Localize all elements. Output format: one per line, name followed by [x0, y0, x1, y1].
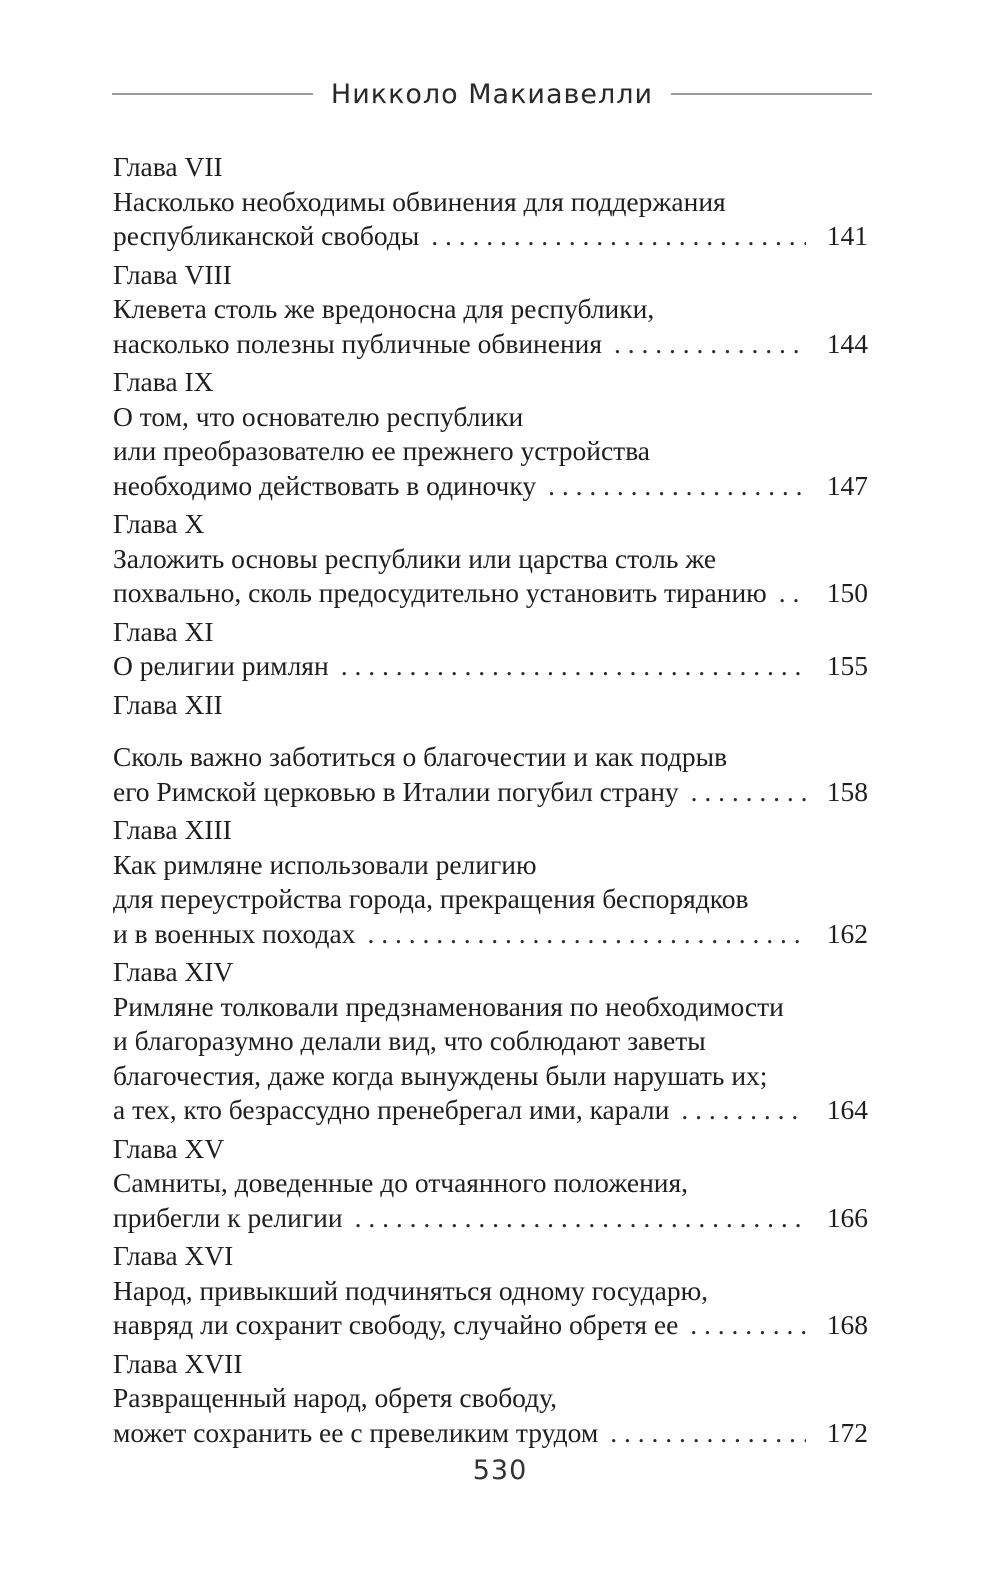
dot-leader	[610, 1416, 806, 1451]
chapter-title-line: Самниты, доведенные до отчаянного положения,	[113, 1167, 689, 1198]
chapter-label: Глава XI	[113, 615, 214, 647]
chapter-title-line: или преобразователю ее прежнего устройства	[113, 435, 651, 466]
chapter-title-last-line	[113, 469, 868, 504]
toc-entry	[113, 813, 868, 951]
chapter-title-line: О религии римлян	[113, 650, 329, 681]
chapter-title-last-line	[113, 219, 868, 254]
chapter-title-line: может сохранить ее с превеликим трудом	[113, 1416, 599, 1448]
chapter-title-last-line	[113, 576, 868, 611]
chapter-page-number: 164	[826, 1094, 868, 1125]
chapter-title-last-line	[113, 1201, 868, 1236]
dot-leader	[614, 327, 806, 362]
chapter-page-number: 166	[826, 1201, 868, 1233]
chapter-title-last-line	[113, 327, 868, 362]
table-of-contents	[113, 150, 868, 1454]
chapter-title-line: а тех, кто безрассудно пренебрегал ими, карали	[113, 1094, 670, 1125]
dot-leader	[367, 917, 806, 952]
header-rule-right	[671, 93, 872, 95]
toc-entry	[113, 688, 868, 810]
toc-entry	[113, 365, 868, 503]
chapter-page-number: 147	[826, 469, 868, 501]
chapter-title-last-line	[113, 1308, 868, 1343]
chapter-page-number: 141	[826, 220, 868, 251]
dot-leader	[691, 775, 806, 810]
chapter-label: Глава XIII	[113, 814, 232, 845]
chapter-title-line: Как римляне использовали религию	[113, 848, 537, 880]
dot-leader	[779, 576, 806, 611]
dot-leader	[341, 649, 806, 684]
dot-leader	[690, 1308, 806, 1343]
toc-entry	[113, 955, 868, 1128]
chapter-title-line: благочестия, даже когда вынуждены были нарушать их;	[113, 1059, 768, 1091]
toc-entry	[113, 1347, 868, 1451]
toc-entry	[113, 507, 868, 611]
chapter-title-line: Клевета столь же вредоносна для республики,	[113, 293, 655, 324]
chapter-title-line: похвально, сколь предосудительно установить тиранию	[113, 577, 767, 608]
spacer	[113, 722, 868, 740]
chapter-label: Глава XII	[113, 688, 223, 720]
chapter-title-line: Заложить основы республики или царства столь же	[113, 542, 717, 574]
dot-leader	[548, 469, 806, 504]
chapter-label: Глава VIII	[113, 258, 232, 290]
chapter-page-number: 155	[826, 650, 868, 681]
page-number: 530	[472, 1455, 528, 1486]
chapter-title-line: навряд ли сохранит свободу, случайно обретя ее	[113, 1309, 679, 1340]
chapter-label: Глава XV	[113, 1132, 225, 1164]
chapter-title-last-line	[113, 1416, 868, 1451]
chapter-title-line: Развращенный народ, обретя свободу,	[113, 1382, 558, 1413]
chapter-title-line: для переустройства города, прекращения беспорядков	[113, 883, 749, 914]
chapter-label: Глава VII	[113, 151, 223, 182]
running-head-title: Никколо Макиавелли	[330, 78, 654, 110]
chapter-label: Глава IX	[113, 366, 214, 397]
toc-entry	[113, 258, 868, 362]
chapter-title-line: и в военных походах	[113, 917, 356, 949]
chapter-page-number: 158	[826, 775, 868, 807]
running-head	[112, 72, 872, 116]
chapter-title-line: прибегли к религии	[113, 1201, 343, 1233]
toc-entry	[113, 1239, 868, 1343]
chapter-page-number: 168	[826, 1309, 868, 1340]
chapter-title-line: Сколь важно заботиться о благочестии и как подрыв	[113, 741, 728, 772]
chapter-page-number: 150	[826, 577, 868, 608]
chapter-title-last-line	[113, 917, 868, 952]
chapter-title-line: и благоразумно делали вид, что соблюдают заветы	[113, 1025, 706, 1056]
chapter-page-number: 144	[826, 327, 868, 359]
chapter-label: Глава XVI	[113, 1240, 234, 1271]
chapter-title-line: О том, что основателю республики	[113, 400, 524, 432]
chapter-title-line: Насколько необходимы обвинения для поддержания	[113, 185, 726, 217]
chapter-title-last-line	[113, 1093, 868, 1128]
chapter-label: Глава XVII	[113, 1347, 243, 1379]
chapter-label: Глава X	[113, 508, 205, 539]
chapter-title-line: его Римской церковью в Италии погубил страну	[113, 775, 679, 807]
dot-leader	[355, 1201, 806, 1236]
chapter-title-line: республиканской свободы	[113, 220, 420, 251]
toc-entry	[113, 150, 868, 254]
toc-entry	[113, 615, 868, 684]
toc-entry	[113, 1132, 868, 1236]
dot-leader	[681, 1093, 806, 1128]
chapter-title-line: Римляне толковали предзнаменования по необходимости	[113, 990, 784, 1022]
chapter-title-last-line	[113, 775, 868, 810]
dot-leader	[431, 219, 806, 254]
chapter-page-number: 172	[826, 1416, 868, 1448]
chapter-title-last-line	[113, 649, 868, 684]
header-rule-left	[112, 93, 313, 95]
chapter-title-line: насколько полезны публичные обвинения	[113, 327, 603, 359]
chapter-title-line: Народ, привыкший подчиняться одному государю,	[113, 1274, 709, 1306]
chapter-label: Глава XIV	[113, 956, 234, 987]
chapter-title-line: необходимо действовать в одиночку	[113, 469, 537, 501]
chapter-page-number: 162	[826, 917, 868, 949]
